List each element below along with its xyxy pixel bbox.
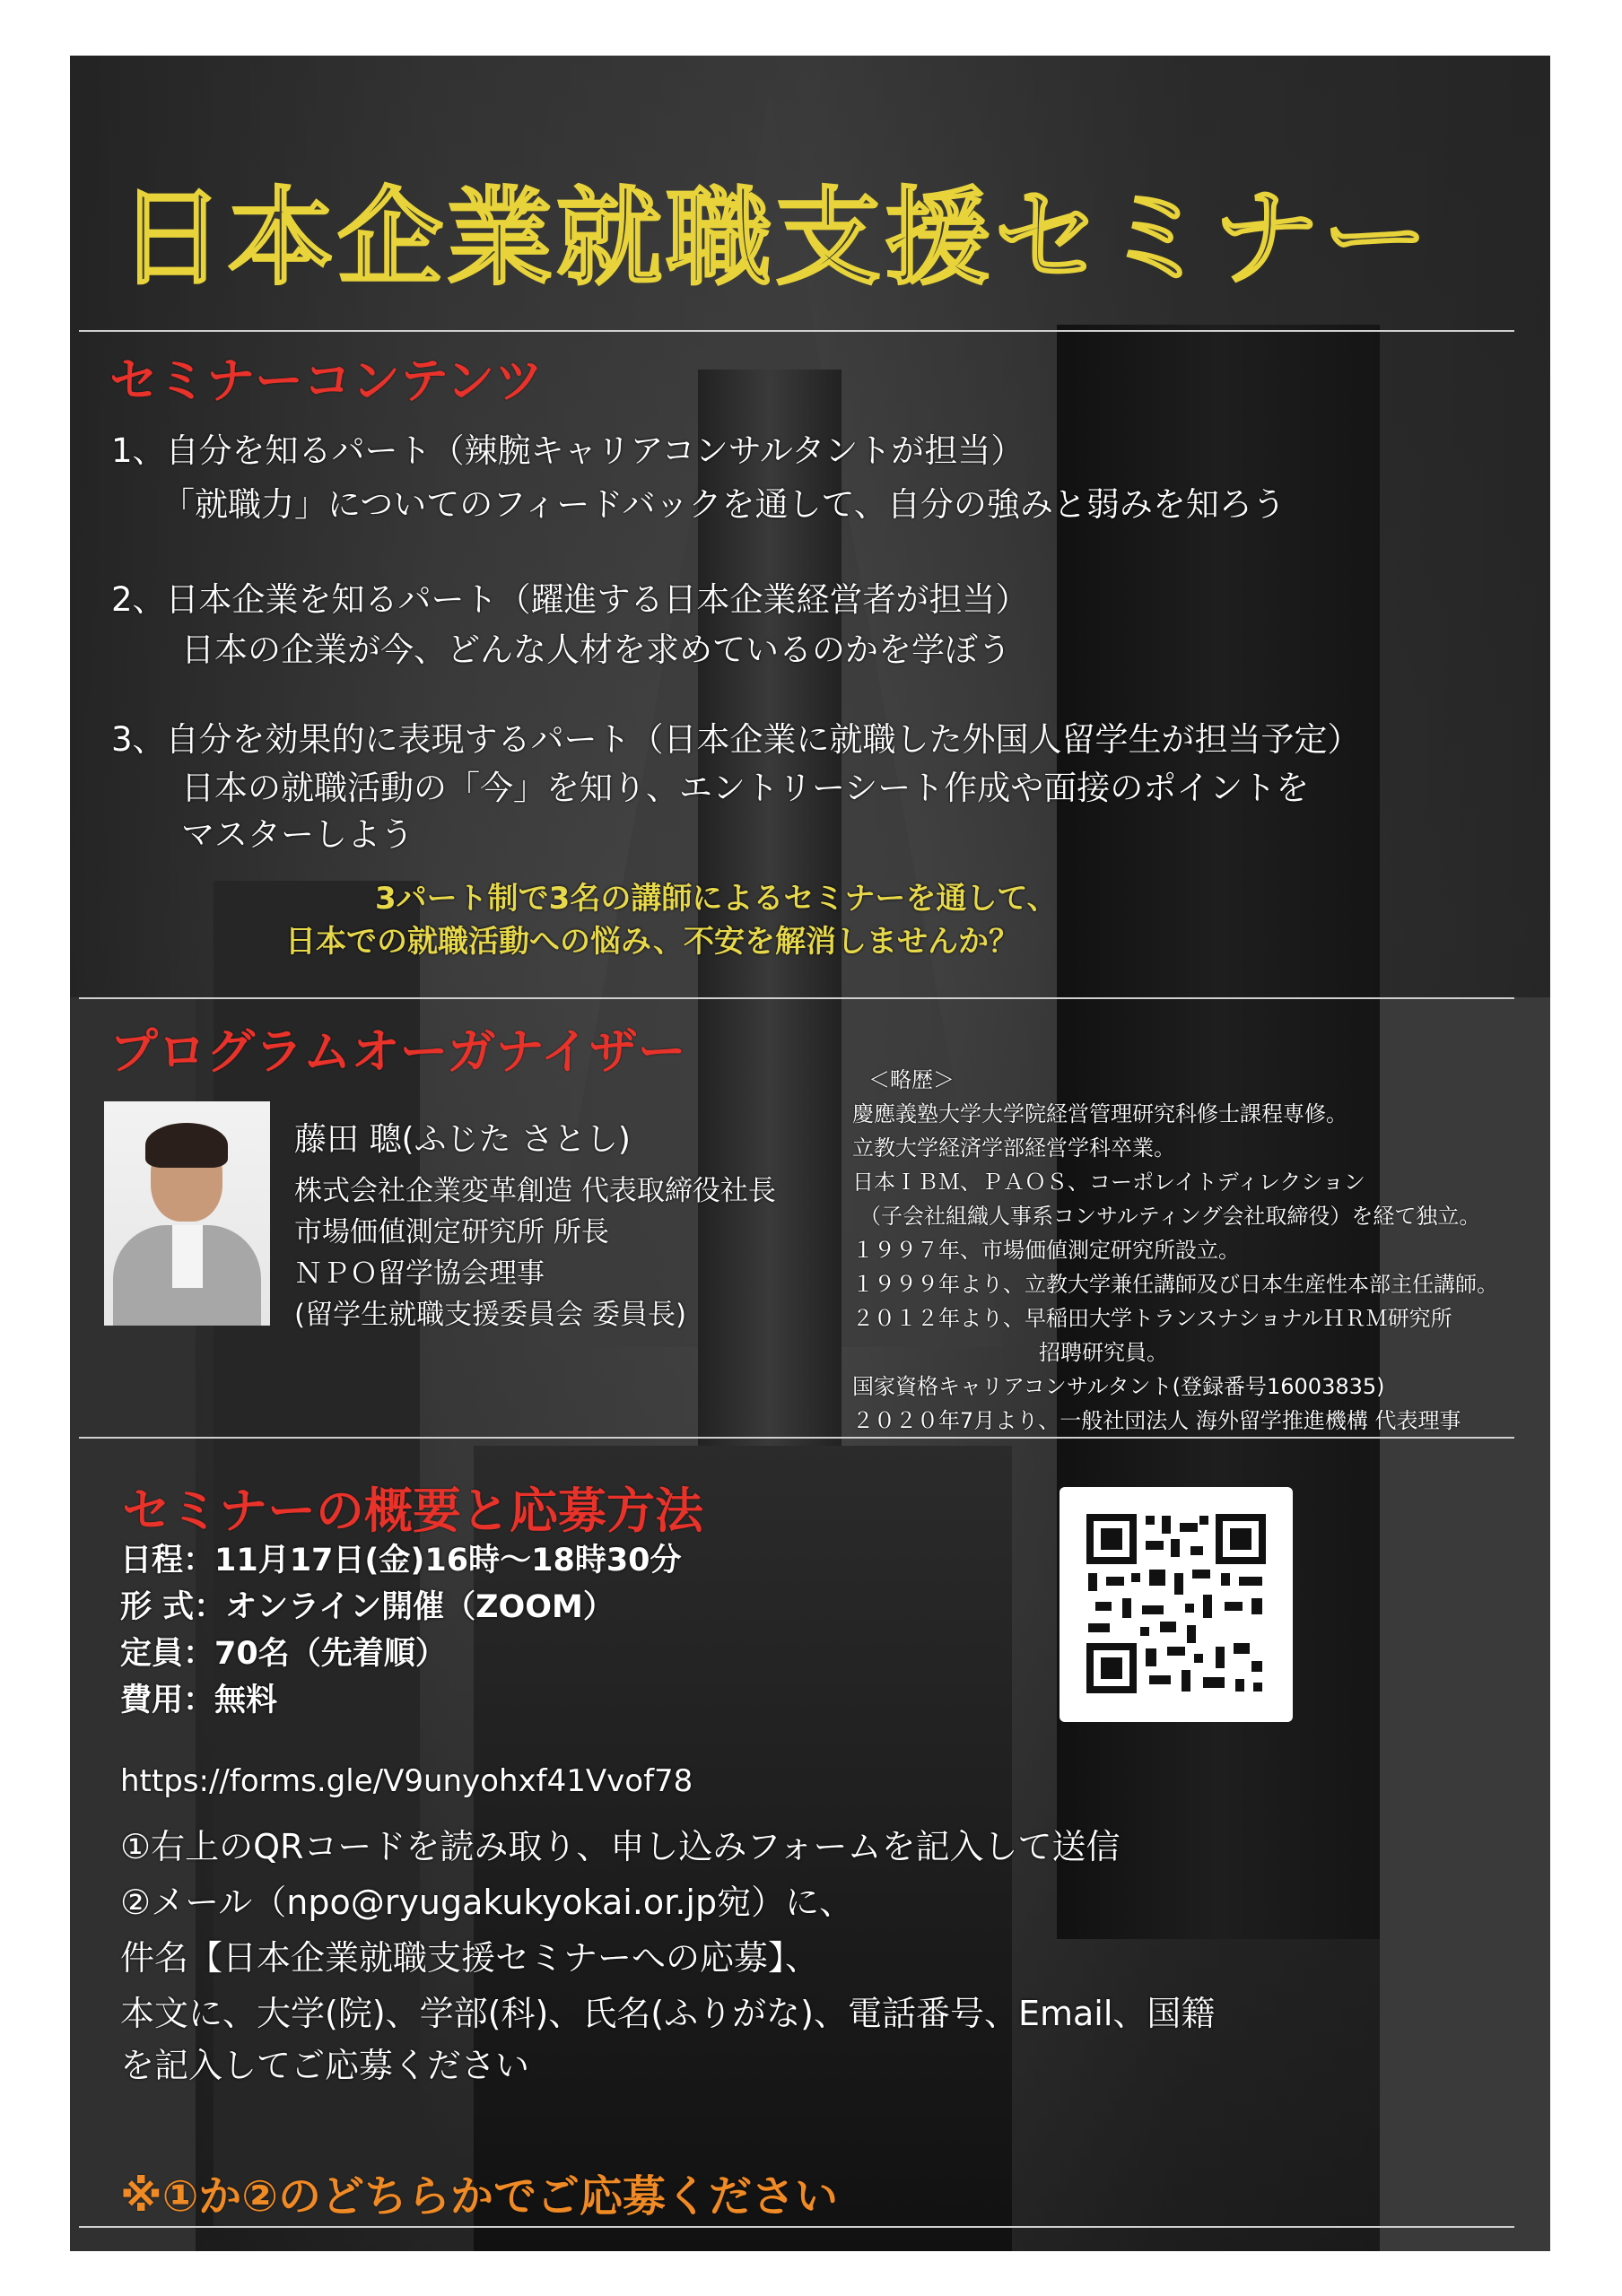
bio-line: 招聘研究員。	[1039, 1340, 1168, 1365]
bio-line: 慶應義塾大学大学院経営管理研究科修士課程専修。	[852, 1101, 1347, 1126]
application-method-2-subject: 件名【日本企業就職支援セミナーへの応募】、	[120, 1938, 820, 1978]
divider	[79, 1437, 1514, 1439]
contents-item-2-title: 2、日本企業を知るパート（躍進する日本企業経営者が担当）	[111, 580, 1029, 619]
poster-background	[70, 56, 1550, 2251]
contents-item-1-desc: 「就職力」についてのフィードバックを通して、自分の強みと弱みを知ろう	[161, 485, 1286, 524]
contents-item-3-desc: 日本の就職活動の「今」を知り、エントリーシート作成や面接のポイントを	[181, 769, 1310, 807]
organizer-name: 藤田 聰(ふじた さとし)	[294, 1121, 631, 1158]
application-method-2-end: を記入してご応募ください	[120, 2046, 530, 2085]
contents-item-1-title: 1、自分を知るパート（辣腕キャリアコンサルタントが担当）	[111, 431, 1025, 470]
qr-code[interactable]	[1060, 1487, 1293, 1722]
bio-heading: ＜略歴＞	[868, 1067, 955, 1092]
page-title: 日本企業就職支援セミナー	[118, 176, 1433, 300]
contents-item-2-desc: 日本の企業が今、どんな人材を求めているのかを学ぼう	[181, 631, 1011, 669]
contents-closing-1: 3パート制で3名の講師によるセミナーを通して、	[375, 881, 1058, 917]
organizer-role-1: 株式会社企業変革創造 代表取締役社長	[294, 1175, 776, 1207]
bio-line: （子会社組織人事系コンサルティング会社取締役）を経て独立。	[859, 1204, 1481, 1229]
organizer-role-4: (留学生就職支援委員会 委員長)	[294, 1299, 687, 1331]
divider	[79, 2226, 1514, 2228]
overview-heading: セミナーの概要と応募方法	[122, 1483, 703, 1539]
divider	[79, 997, 1514, 999]
bio-line: 国家資格キャリアコンサルタント(登録番号16003835)	[852, 1374, 1385, 1399]
overview-format: 形 式：オンライン開催（ZOOM）	[120, 1589, 615, 1625]
application-url[interactable]: https://forms.gle/V9unyohxf41Vvof78	[120, 1763, 693, 1799]
contents-closing-2: 日本での就職活動への悩み、不安を解消しませんか？	[285, 924, 1020, 960]
bio-line: 日本ＩＢＭ、ＰＡＯＳ、コーポレイトディレクション	[852, 1170, 1365, 1195]
bio-line: 立教大学経済学部経営学科卒業。	[852, 1135, 1175, 1161]
overview-schedule: 日程：11月17日(金)16時～18時30分	[120, 1543, 682, 1578]
contents-item-3-desc-2: マスターしよう	[181, 815, 414, 854]
organizer-heading: プログラムオーガナイザー	[109, 1023, 686, 1080]
contents-item-3-title: 3、自分を効果的に表現するパート（日本企業に就職した外国人留学生が担当予定）	[111, 720, 1361, 759]
organizer-role-3: ＮＰＯ留学協会理事	[294, 1257, 545, 1290]
bio-line: １９９７年、市場価値測定研究所設立。	[852, 1238, 1240, 1263]
overview-capacity: 定員：70名（先着順）	[120, 1636, 447, 1672]
application-method-2: ②メール（npo@ryugakukyokai.or.jp宛）に、	[120, 1883, 854, 1922]
contents-heading: セミナーコンテンツ	[109, 352, 544, 409]
bio-line: １９９９年より、立教大学兼任講師及び日本生産性本部主任講師。	[852, 1272, 1498, 1297]
divider	[79, 330, 1514, 332]
organizer-role-2: 市場価値測定研究所 所長	[294, 1216, 609, 1248]
bio-line: ２０２０年7月より、一般社団法人 海外留学推進機構 代表理事	[852, 1408, 1461, 1433]
application-note: ※①か②のどちらかでご応募ください	[120, 2171, 838, 2222]
application-method-2-body: 本文に、大学(院)、学部(科)、氏名(ふりがな)、電話番号、Email、国籍	[120, 1994, 1216, 2033]
overview-fee: 費用：無料	[120, 1683, 278, 1718]
building-silhouette	[1380, 997, 1550, 2251]
bio-line: ２０１２年より、早稲田大学トランスナショナルＨＲＭ研究所	[852, 1306, 1452, 1331]
organizer-photo	[104, 1101, 270, 1326]
application-method-1: ①右上のQRコードを読み取り、申し込みフォームを記入して送信	[120, 1827, 1121, 1866]
